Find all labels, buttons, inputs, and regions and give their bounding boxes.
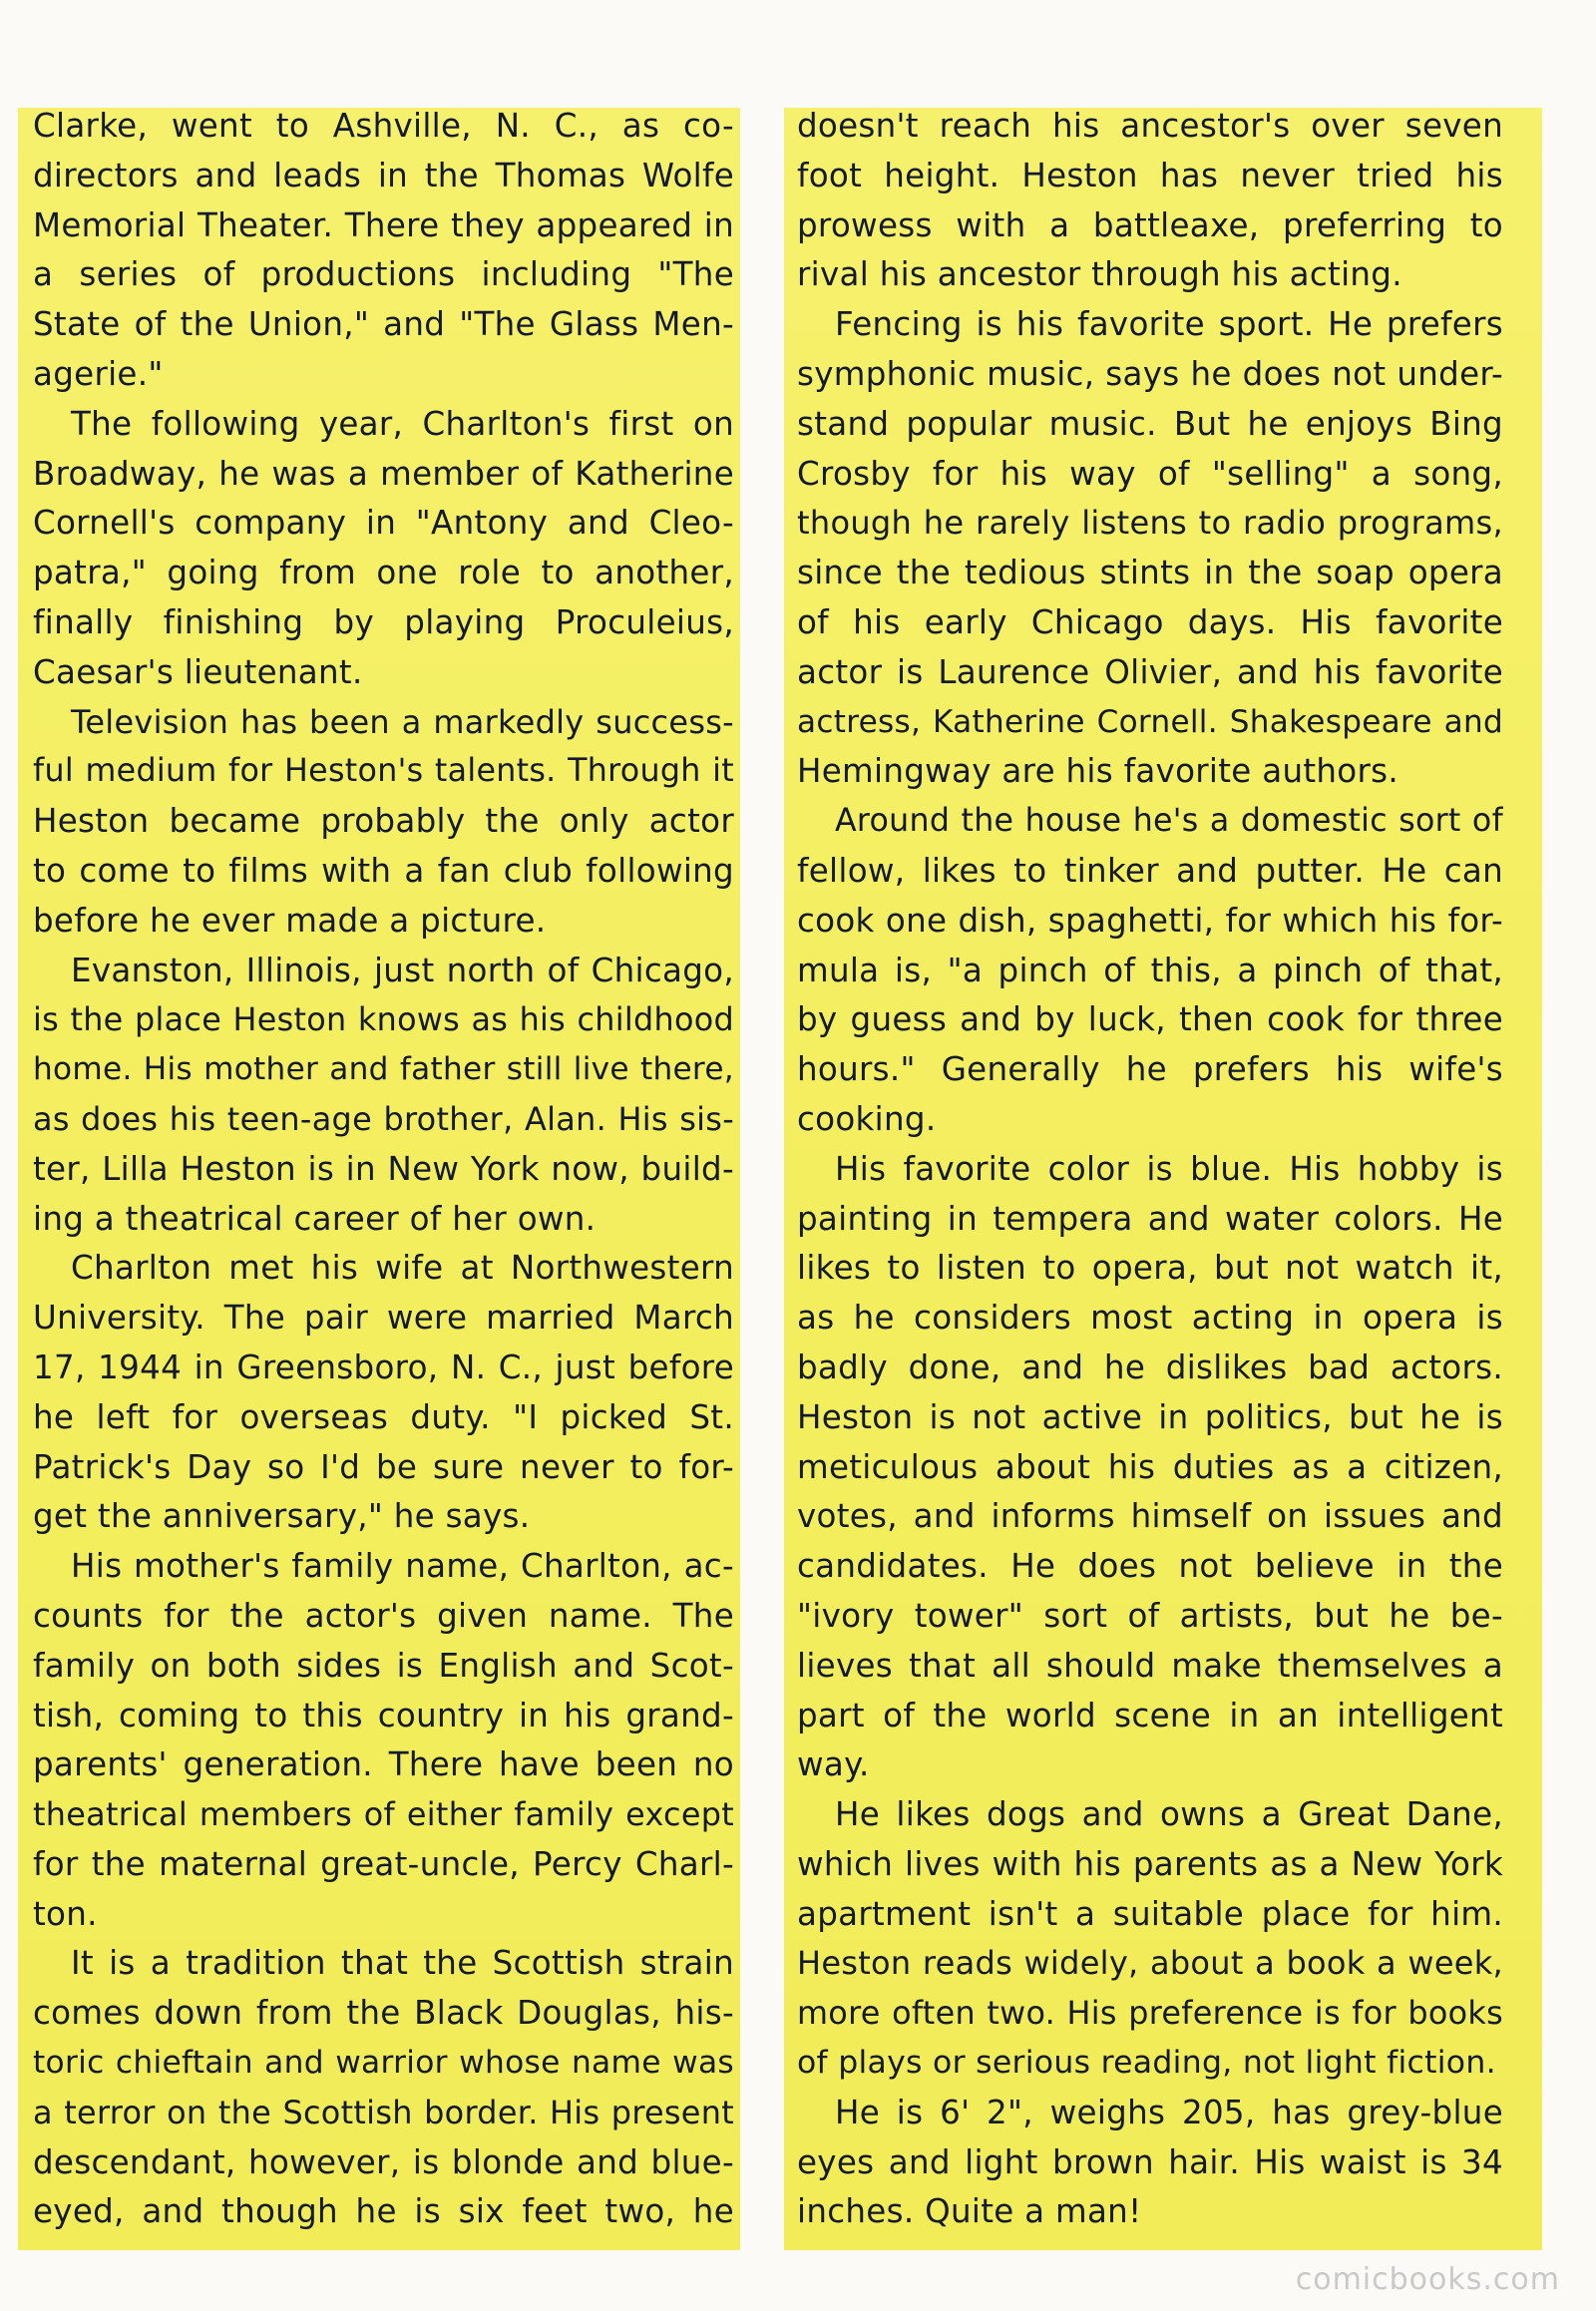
text-line: ter, Lilla Heston is in New York now, build- bbox=[33, 1149, 734, 1188]
text-line: ton. bbox=[33, 1894, 98, 1933]
text-line: eyed, and though he is six feet two, he bbox=[33, 2192, 734, 2231]
text-line: inches. Quite a man! bbox=[797, 2192, 1142, 2231]
text-line: agerie." bbox=[33, 354, 164, 393]
site-watermark: comicbooks.com bbox=[1295, 2262, 1560, 2297]
text-line: rival his ancestor through his acting. bbox=[797, 255, 1402, 294]
text-line: It is a tradition that the Scottish strain bbox=[71, 1944, 734, 1983]
text-line: Charlton met his wife at Northwestern bbox=[71, 1249, 734, 1288]
text-line: The following year, Charlton's first on bbox=[71, 404, 734, 443]
text-line: as does his teen-age brother, Alan. His sis- bbox=[33, 1099, 734, 1138]
text-line: a terror on the Scottish border. His present bbox=[33, 2093, 734, 2131]
text-line: badly done, and he dislikes bad actors. bbox=[797, 1348, 1503, 1386]
text-line: Broadway, he was a member of Katherine bbox=[33, 454, 734, 493]
text-line: candidates. He does not believe in the bbox=[797, 1547, 1503, 1586]
text-line: likes to listen to opera, but not watch it, bbox=[797, 1249, 1503, 1288]
text-line: doesn't reach his ancestor's over seven bbox=[797, 107, 1503, 145]
text-line: Crosby for his way of "selling" a song, bbox=[797, 454, 1503, 493]
text-line: though he rarely listens to radio programs, bbox=[797, 504, 1503, 543]
text-line: Clarke, went to Ashville, N. C., as co- bbox=[33, 107, 734, 145]
text-line: Evanston, Illinois, just north of Chicago, bbox=[71, 951, 734, 989]
text-line: tish, coming to this country in his grand- bbox=[33, 1696, 734, 1734]
text-line: eyes and light brown hair. His waist is 34 bbox=[797, 2142, 1503, 2181]
text-line: toric chieftain and warrior whose name was bbox=[33, 2045, 734, 2082]
text-line: by guess and by luck, then cook for three bbox=[797, 1000, 1503, 1039]
text-line: of his early Chicago days. His favorite bbox=[797, 602, 1503, 641]
text-line: family on both sides is English and Scot- bbox=[33, 1646, 734, 1685]
text-line: University. The pair were married March bbox=[33, 1299, 734, 1338]
text-line: part of the world scene in an intelligent bbox=[797, 1696, 1503, 1734]
text-line: more often two. His preference is for books bbox=[797, 1994, 1503, 2033]
text-line: which lives with his parents as a New York bbox=[797, 1844, 1503, 1883]
text-line: before he ever made a picture. bbox=[33, 901, 547, 940]
text-line: He likes dogs and owns a Great Dane, bbox=[835, 1795, 1503, 1834]
text-line: directors and leads in the Thomas Wolfe bbox=[33, 156, 734, 194]
text-line: finally finishing by playing Proculeius, bbox=[33, 602, 734, 641]
text-line: apartment isn't a suitable place for him. bbox=[797, 1894, 1503, 1933]
text-line: ful medium for Heston's talents. Through it bbox=[33, 753, 734, 790]
text-line: descendant, however, is blonde and blue- bbox=[33, 2142, 734, 2181]
text-line: parents' generation. There have been no bbox=[33, 1745, 734, 1784]
text-line: cooking. bbox=[797, 1099, 937, 1138]
text-line: 17, 1944 in Greensboro, N. C., just before bbox=[33, 1348, 734, 1386]
text-line: His mother's family name, Charlton, ac- bbox=[71, 1547, 734, 1586]
text-line: cook one dish, spaghetti, for which his for- bbox=[797, 901, 1503, 940]
text-line: as he considers most acting in opera is bbox=[797, 1299, 1503, 1338]
text-line: of plays or serious reading, not light fiction. bbox=[797, 2045, 1496, 2082]
text-line: symphonic music, says he does not under- bbox=[797, 354, 1503, 393]
text-line: ing a theatrical career of her own. bbox=[33, 1199, 597, 1238]
text-line: a series of productions including "The bbox=[33, 255, 734, 294]
text-line: he left for overseas duty. "I picked St. bbox=[33, 1397, 734, 1436]
text-line: His favorite color is blue. His hobby is bbox=[835, 1149, 1503, 1188]
text-line: stand popular music. But he enjoys Bing bbox=[797, 404, 1503, 443]
text-line: Patrick's Day so I'd be sure never to for- bbox=[33, 1447, 734, 1486]
text-line: theatrical members of either family except bbox=[33, 1795, 734, 1834]
text-line: painting in tempera and water colors. He bbox=[797, 1199, 1503, 1238]
text-line: actor is Laurence Olivier, and his favorite bbox=[797, 652, 1503, 691]
text-line: Television has been a markedly success- bbox=[71, 702, 734, 741]
text-line: Memorial Theater. There they appeared in bbox=[33, 205, 734, 244]
text-line: Heston reads widely, about a book a week, bbox=[797, 1944, 1503, 1983]
text-line: State of the Union," and "The Glass Men- bbox=[33, 305, 734, 344]
text-line: "ivory tower" sort of artists, but he be- bbox=[797, 1596, 1503, 1635]
text-line: prowess with a battleaxe, preferring to bbox=[797, 205, 1503, 244]
text-line: Fencing is his favorite sport. He prefers bbox=[835, 305, 1503, 344]
text-line: votes, and informs himself on issues and bbox=[797, 1497, 1503, 1536]
text-line: way. bbox=[797, 1745, 870, 1784]
text-line: Hemingway are his favorite authors. bbox=[797, 752, 1398, 791]
text-line: He is 6' 2", weighs 205, has grey-blue bbox=[835, 2093, 1503, 2131]
text-line: patra," going from one role to another, bbox=[33, 554, 734, 592]
text-line: meticulous about his duties as a citizen, bbox=[797, 1447, 1503, 1486]
text-line: is the place Heston knows as his childhood bbox=[33, 1000, 734, 1039]
text-line: foot height. Heston has never tried his bbox=[797, 156, 1503, 194]
text-line: Heston is not active in politics, but he is bbox=[797, 1397, 1503, 1436]
text-line: counts for the actor's given name. The bbox=[33, 1596, 734, 1635]
text-line: Heston became probably the only actor bbox=[33, 802, 734, 841]
right-text-column bbox=[797, 102, 1503, 2237]
text-line: comes down from the Black Douglas, his- bbox=[33, 1994, 734, 2033]
text-line: Caesar's lieutenant. bbox=[33, 652, 363, 691]
text-line: actress, Katherine Cornell. Shakespeare and bbox=[797, 703, 1503, 740]
text-line: Around the house he's a domestic sort of bbox=[835, 803, 1503, 840]
text-line: mula is, "a pinch of this, a pinch of that, bbox=[797, 951, 1503, 989]
text-line: hours." Generally he prefers his wife's bbox=[797, 1050, 1503, 1089]
text-line: fellow, likes to tinker and putter. He can bbox=[797, 851, 1503, 890]
text-line: since the tedious stints in the soap opera bbox=[797, 554, 1503, 592]
text-line: for the maternal great-uncle, Percy Charl- bbox=[33, 1844, 734, 1883]
text-line: to come to films with a fan club following bbox=[33, 851, 734, 890]
text-line: lieves that all should make themselves a bbox=[797, 1646, 1503, 1685]
left-text-column bbox=[33, 102, 734, 2237]
text-line: home. His mother and father still live there, bbox=[33, 1051, 734, 1088]
text-line: Cornell's company in "Antony and Cleo- bbox=[33, 504, 734, 543]
text-line: get the anniversary," he says. bbox=[33, 1497, 531, 1536]
